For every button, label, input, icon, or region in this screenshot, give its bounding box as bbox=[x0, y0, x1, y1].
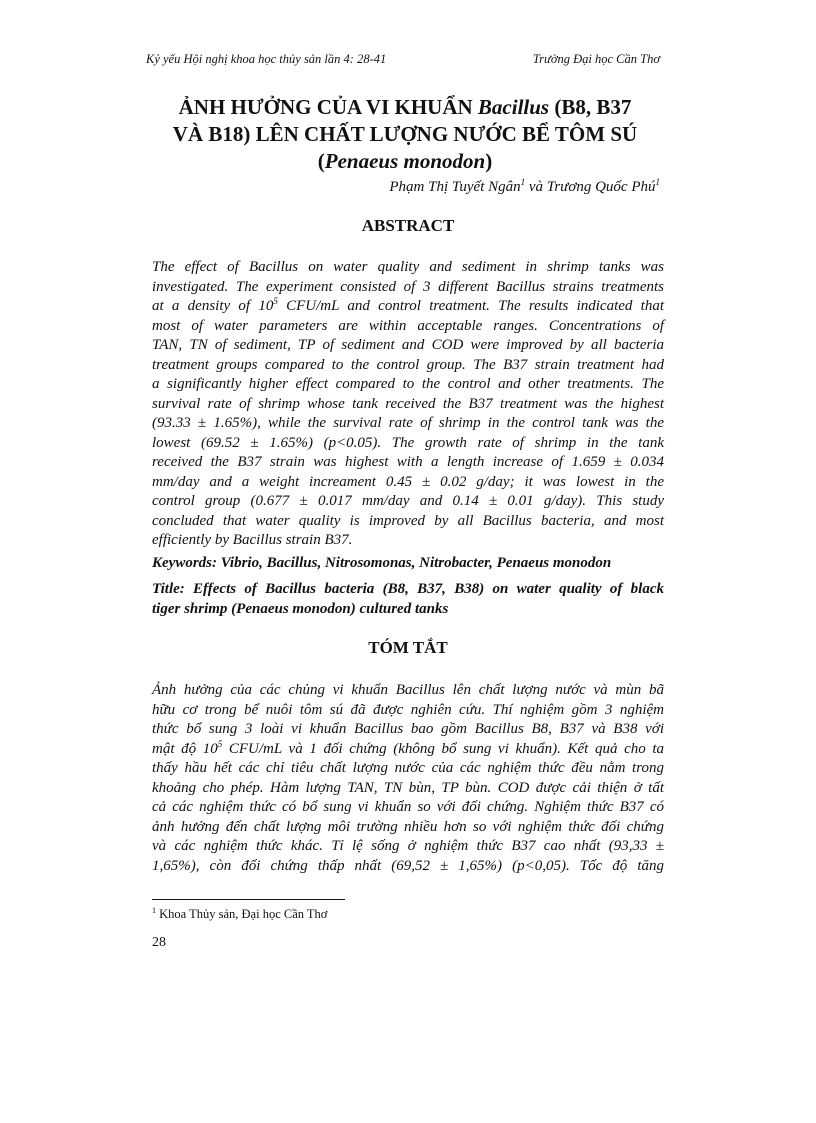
author-name: Phạm Thị Tuyết Ngân bbox=[389, 179, 521, 195]
keywords-line: Keywords: Vibrio, Bacillus, Nitrosomonas, Nitrobacter, Penaeus monodon bbox=[152, 555, 612, 571]
abstract-line: The effect of Bacillus on water quality and sediment in shrimp tanks was bbox=[152, 259, 664, 275]
abstract-line: (93.33 ± 1.65%), while the survival rate of shrimp in the control tank was the bbox=[152, 415, 664, 431]
tomtat-text: CFU/mL và 1 đối chứng (không bổ sung vi khuẩn). Kết quả cho ta bbox=[222, 740, 665, 757]
abstract-line: efficiently by Bacillus strain B37. bbox=[152, 532, 353, 548]
footnote-divider bbox=[152, 899, 345, 900]
abstract-body bbox=[152, 258, 664, 551]
abstract-heading: ABSTRACT bbox=[361, 216, 455, 235]
abstract-line: survival rate of shrimp whose tank received the B37 treatment was the highest bbox=[152, 395, 664, 412]
tomtat-line: khoảng cho phép. Hàm lượng TAN, TN bùn, TP bùn. COD được cải thiện ở tất bbox=[152, 779, 664, 796]
footnote-marker: 1 bbox=[152, 906, 156, 915]
title-text: ) bbox=[485, 149, 493, 173]
tomtat-line: hữu cơ trong bể nuôi tôm sú đã được nghiên cứu. Thí nghiệm gồm 3 nghiệm bbox=[152, 701, 664, 718]
tomtat-line: thấy hầu hết các chỉ tiêu chất lượng nước của các nghiệm thức đều nằm trong bbox=[152, 760, 664, 776]
affiliation-marker: 1 bbox=[655, 177, 660, 187]
author-list bbox=[389, 177, 660, 196]
title-species: Penaeus monodon bbox=[324, 149, 486, 173]
tomtat-heading: TÓM TẮT bbox=[368, 638, 448, 657]
abstract-line: received the B37 strain was highest with a length increase of 1.659 ± 0.034 bbox=[152, 454, 664, 470]
title-text: ẢNH HƯỞNG CỦA VI KHUẨN bbox=[178, 95, 478, 119]
paper-title bbox=[140, 94, 670, 175]
tomtat-line: 1,65%), còn đối chứng thấp nhất (69,52 ± 1,65%) (p<0,05). Tốc độ tăng bbox=[152, 857, 664, 874]
abstract-line: investigated. The experiment consisted of 3 different Bacillus strains treatments bbox=[152, 278, 664, 295]
page-number: 28 bbox=[152, 935, 166, 950]
abstract-line: treatment groups compared to the control group. The B37 strain treatment had bbox=[152, 356, 664, 373]
english-title bbox=[152, 580, 664, 619]
abstract-line: control group (0.677 ± 0.017 mm/day and 0.14 ± 0.01 g/day). This study bbox=[152, 493, 664, 509]
footnote bbox=[152, 906, 327, 922]
abstract-line: concluded that water quality is improved by all Bacillus bacteria, and most bbox=[152, 512, 664, 529]
abstract-text: at a density of 10 bbox=[152, 298, 274, 314]
affiliation-marker: 1 bbox=[520, 177, 526, 187]
abstract-line: a significantly higher effect compared to the control and other treatments. The bbox=[152, 376, 664, 392]
title-line-3 bbox=[140, 148, 670, 175]
institution-name: Trường Đại học Cần Thơ bbox=[532, 52, 660, 66]
title-line-2: VÀ B18) LÊN CHẤT LƯỢNG NƯỚC BỂ TÔM SÚ bbox=[172, 122, 638, 146]
footnote-text: Khoa Thủy sản, Đại học Cần Thơ bbox=[156, 907, 328, 922]
tomtat-line: thức bổ sung 3 loài vi khuẩn Bacillus bao gồm Bacillus B8, B37 và B38 với bbox=[152, 721, 664, 737]
abstract-line: lowest (69.52 ± 1.65%) (p<0.05). The growth rate of shrimp in the tank bbox=[152, 434, 664, 451]
abstract-line: mm/day and a weight increament 0.45 ± 0.02 g/day; it was lowest in the bbox=[152, 473, 664, 490]
tomtat-line: ảnh hưởng đến chất lượng môi trường nhiều hơn so với nghiệm thức đối chứng bbox=[152, 818, 664, 835]
abstract-text: CFU/mL and control treatment. The results indicated that bbox=[277, 298, 664, 314]
abstract-line: most of water parameters are within acceptable ranges. Concentrations of bbox=[152, 317, 664, 334]
journal-citation: Kỷ yếu Hội nghị khoa học thủy sản lần 4: 28-41 bbox=[146, 52, 387, 66]
tomtat-line: Ảnh hưởng của các chủng vi khuẩn Bacillus lên chất lượng nước và mùn bã bbox=[152, 682, 664, 698]
title-line-1 bbox=[140, 94, 670, 121]
author-name: và Trương Quốc Phú bbox=[525, 179, 656, 195]
abstract-line: TAN, TN of sediment, TP of sediment and COD were improved by all bacteria bbox=[152, 337, 664, 353]
english-title-line: tiger shrimp (Penaeus monodon) cultured tanks bbox=[152, 600, 449, 617]
title-text: (B8, B37 bbox=[549, 95, 632, 119]
title-text: ( bbox=[317, 149, 325, 173]
tomtat-text: mật độ 10 bbox=[152, 740, 218, 757]
tomtat-line bbox=[152, 740, 664, 760]
tomtat-line: cả các nghiệm thức có bổ sung vi khuẩn so với đối chứng. Nghiệm thức B37 có bbox=[152, 799, 664, 815]
english-title-line: Title: Effects of Bacillus bacteria (B8, B37, B38) on water quality of black bbox=[152, 581, 664, 597]
tomtat-body bbox=[152, 681, 664, 876]
tomtat-line: và các nghiệm thức khác. Tỉ lệ sống ở nghiệm thức B37 cao nhất (93,33 ± bbox=[152, 838, 664, 854]
exponent: 5 bbox=[217, 738, 223, 749]
keywords bbox=[152, 554, 664, 574]
title-genus: Bacillus bbox=[477, 95, 550, 119]
abstract-line bbox=[152, 297, 664, 317]
exponent: 5 bbox=[273, 296, 278, 306]
